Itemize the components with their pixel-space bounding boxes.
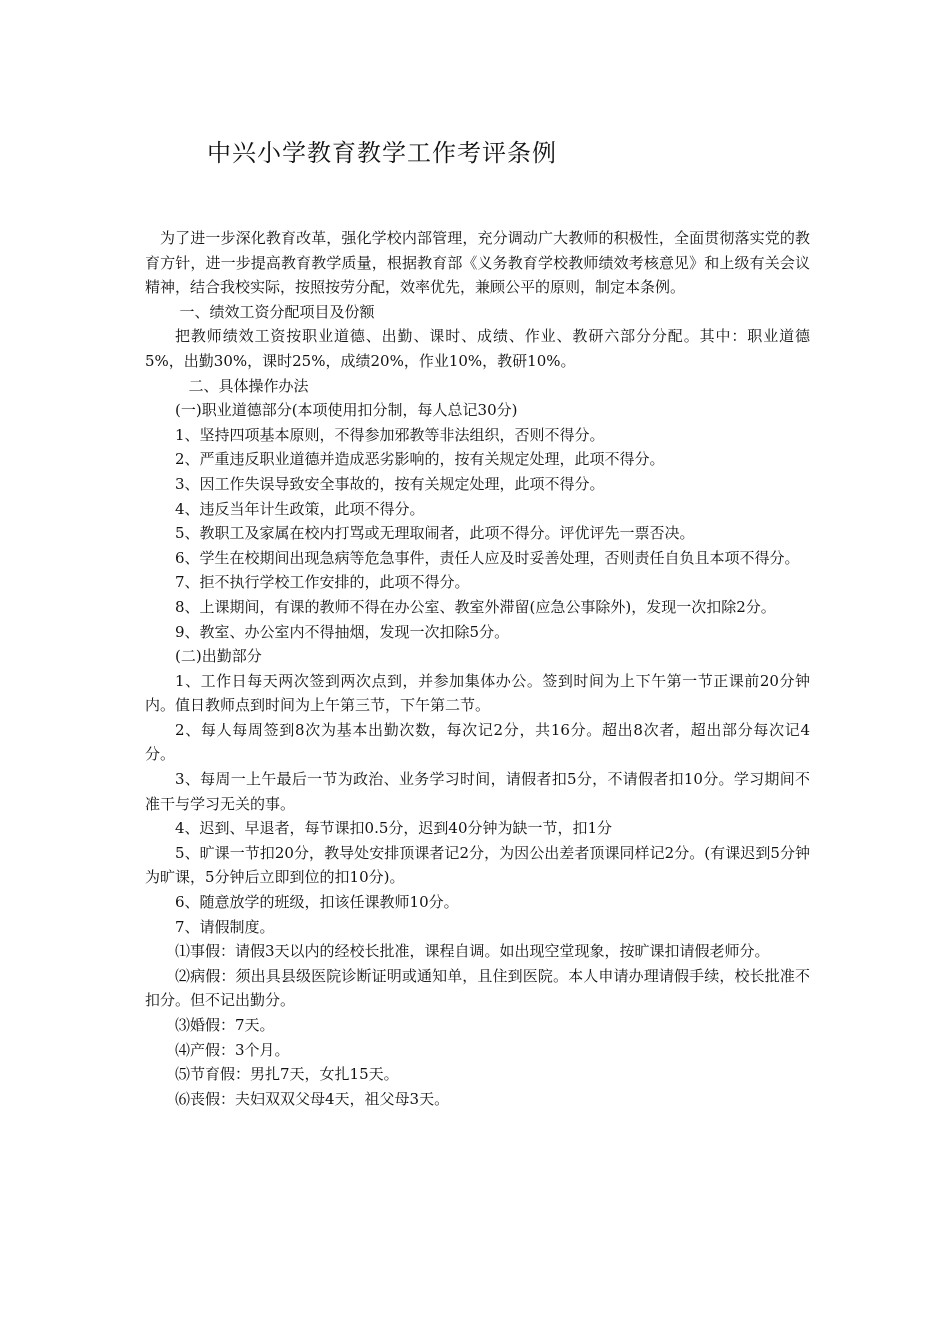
ethics-item-2: 2、严重违反职业道德并造成恶劣影响的，按有关规定处理，此项不得分。 xyxy=(175,450,665,469)
document-title: 中兴小学教育教学工作考评条例 xyxy=(207,139,557,167)
ethics-item-9: 9、教室、办公室内不得抽烟，发现一次扣除5分。 xyxy=(175,622,510,641)
leave-sterilization: ⑸节育假：男扎7天，女扎15天。 xyxy=(175,1065,399,1084)
paragraph-intro: 为了进一步深化教育改革，强化学校内部管理，充分调动广大教师的积极性，全面贯彻落实党的教育方针，进一步提高教育教学质量，根据教育部《义务教育学校教师绩效考核意见》和上级有关会议精神，结合我校实际，按照按劳分配，效率优先，兼顾公平的原则，制定本条例。 xyxy=(145,229,810,297)
ethics-item-5: 5、教职工及家属在校内打骂或无理取闹者，此项不得分。评优评先一票否决。 xyxy=(175,524,695,543)
attendance-item-3: 3、每周一上午最后一节为政治、业务学习时间，请假者扣5分，不请假者扣10分。学习期间不准干与学习无关的事。 xyxy=(145,770,810,813)
section-heading-1: 一、绩效工资分配项目及份额 xyxy=(179,302,375,321)
leave-maternity: ⑷产假：3个月。 xyxy=(175,1040,290,1059)
attendance-item-6: 6、随意放学的班级，扣该任课教师10分。 xyxy=(175,893,459,912)
ethics-item-6: 6、学生在校期间出现急病等危急事件，责任人应及时妥善处理，否则责任自负且本项不得分。 xyxy=(175,548,800,567)
leave-marriage: ⑶婚假：7天。 xyxy=(175,1016,275,1034)
section-heading-2: 二、具体操作办法 xyxy=(188,376,309,395)
attendance-item-2: 2、每人每周签到8次为基本出勤次数，每次记2分，共16分。超出8次者，超出部分每次记4分。 xyxy=(145,720,810,764)
ethics-item-7: 7、拒不执行学校工作安排的，此项不得分。 xyxy=(175,573,470,592)
document-body xyxy=(145,226,810,1111)
subsection-heading-ethics: (一)职业道德部分(本项使用扣分制，每人总记30分) xyxy=(175,401,518,420)
leave-bereavement: ⑹丧假：夫妇双双父母4天，祖父母3天。 xyxy=(175,1089,450,1108)
ethics-item-1: 1、坚持四项基本原则，不得参加邪教等非法组织，否则不得分。 xyxy=(175,425,605,444)
ethics-item-3: 3、因工作失误导致安全事故的，按有关规定处理，此项不得分。 xyxy=(175,474,605,493)
ethics-item-4: 4、违反当年计生政策，此项不得分。 xyxy=(175,499,425,518)
subsection-heading-attendance: (二)出勤部分 xyxy=(175,647,262,666)
attendance-item-4: 4、迟到、早退者，每节课扣0.5分，迟到40分钟为缺一节，扣1分 xyxy=(175,819,613,838)
leave-personal: ⑴事假：请假3天以内的经校长批准，课程自调。如出现空堂现象，按旷课扣请假老师分。 xyxy=(175,942,770,961)
leave-sick: ⑵病假：须出具县级医院诊断证明或通知单，且住到医院。本人申请办理请假手续，校长批准不扣分。但不记出勤分。 xyxy=(145,966,810,1010)
attendance-item-1: 1、工作日每天两次签到两次点到，并参加集体办公。签到时间为上下午第一节正课前20分钟内。值日教师点到时间为上午第三节，下午第二节。 xyxy=(145,671,810,715)
attendance-item-7: 7、请假制度。 xyxy=(175,917,275,936)
attendance-item-5: 5、旷课一节扣20分，教导处安排顶课者记2分，为因公出差者顶课同样记2分。(有课迟到5分钟为旷课，5分钟后立即到位的扣10分)。 xyxy=(145,843,810,887)
paragraph-allocation: 把教师绩效工资按职业道德、出勤、课时、成绩、作业、教研六部分分配。其中：职业道德5%，出勤30%，课时25%，成绩20%，作业10%，教研10%。 xyxy=(145,327,810,370)
ethics-item-8: 8、上课期间，有课的教师不得在办公室、教室外滞留(应急公事除外)，发现一次扣除2分。 xyxy=(175,597,776,616)
